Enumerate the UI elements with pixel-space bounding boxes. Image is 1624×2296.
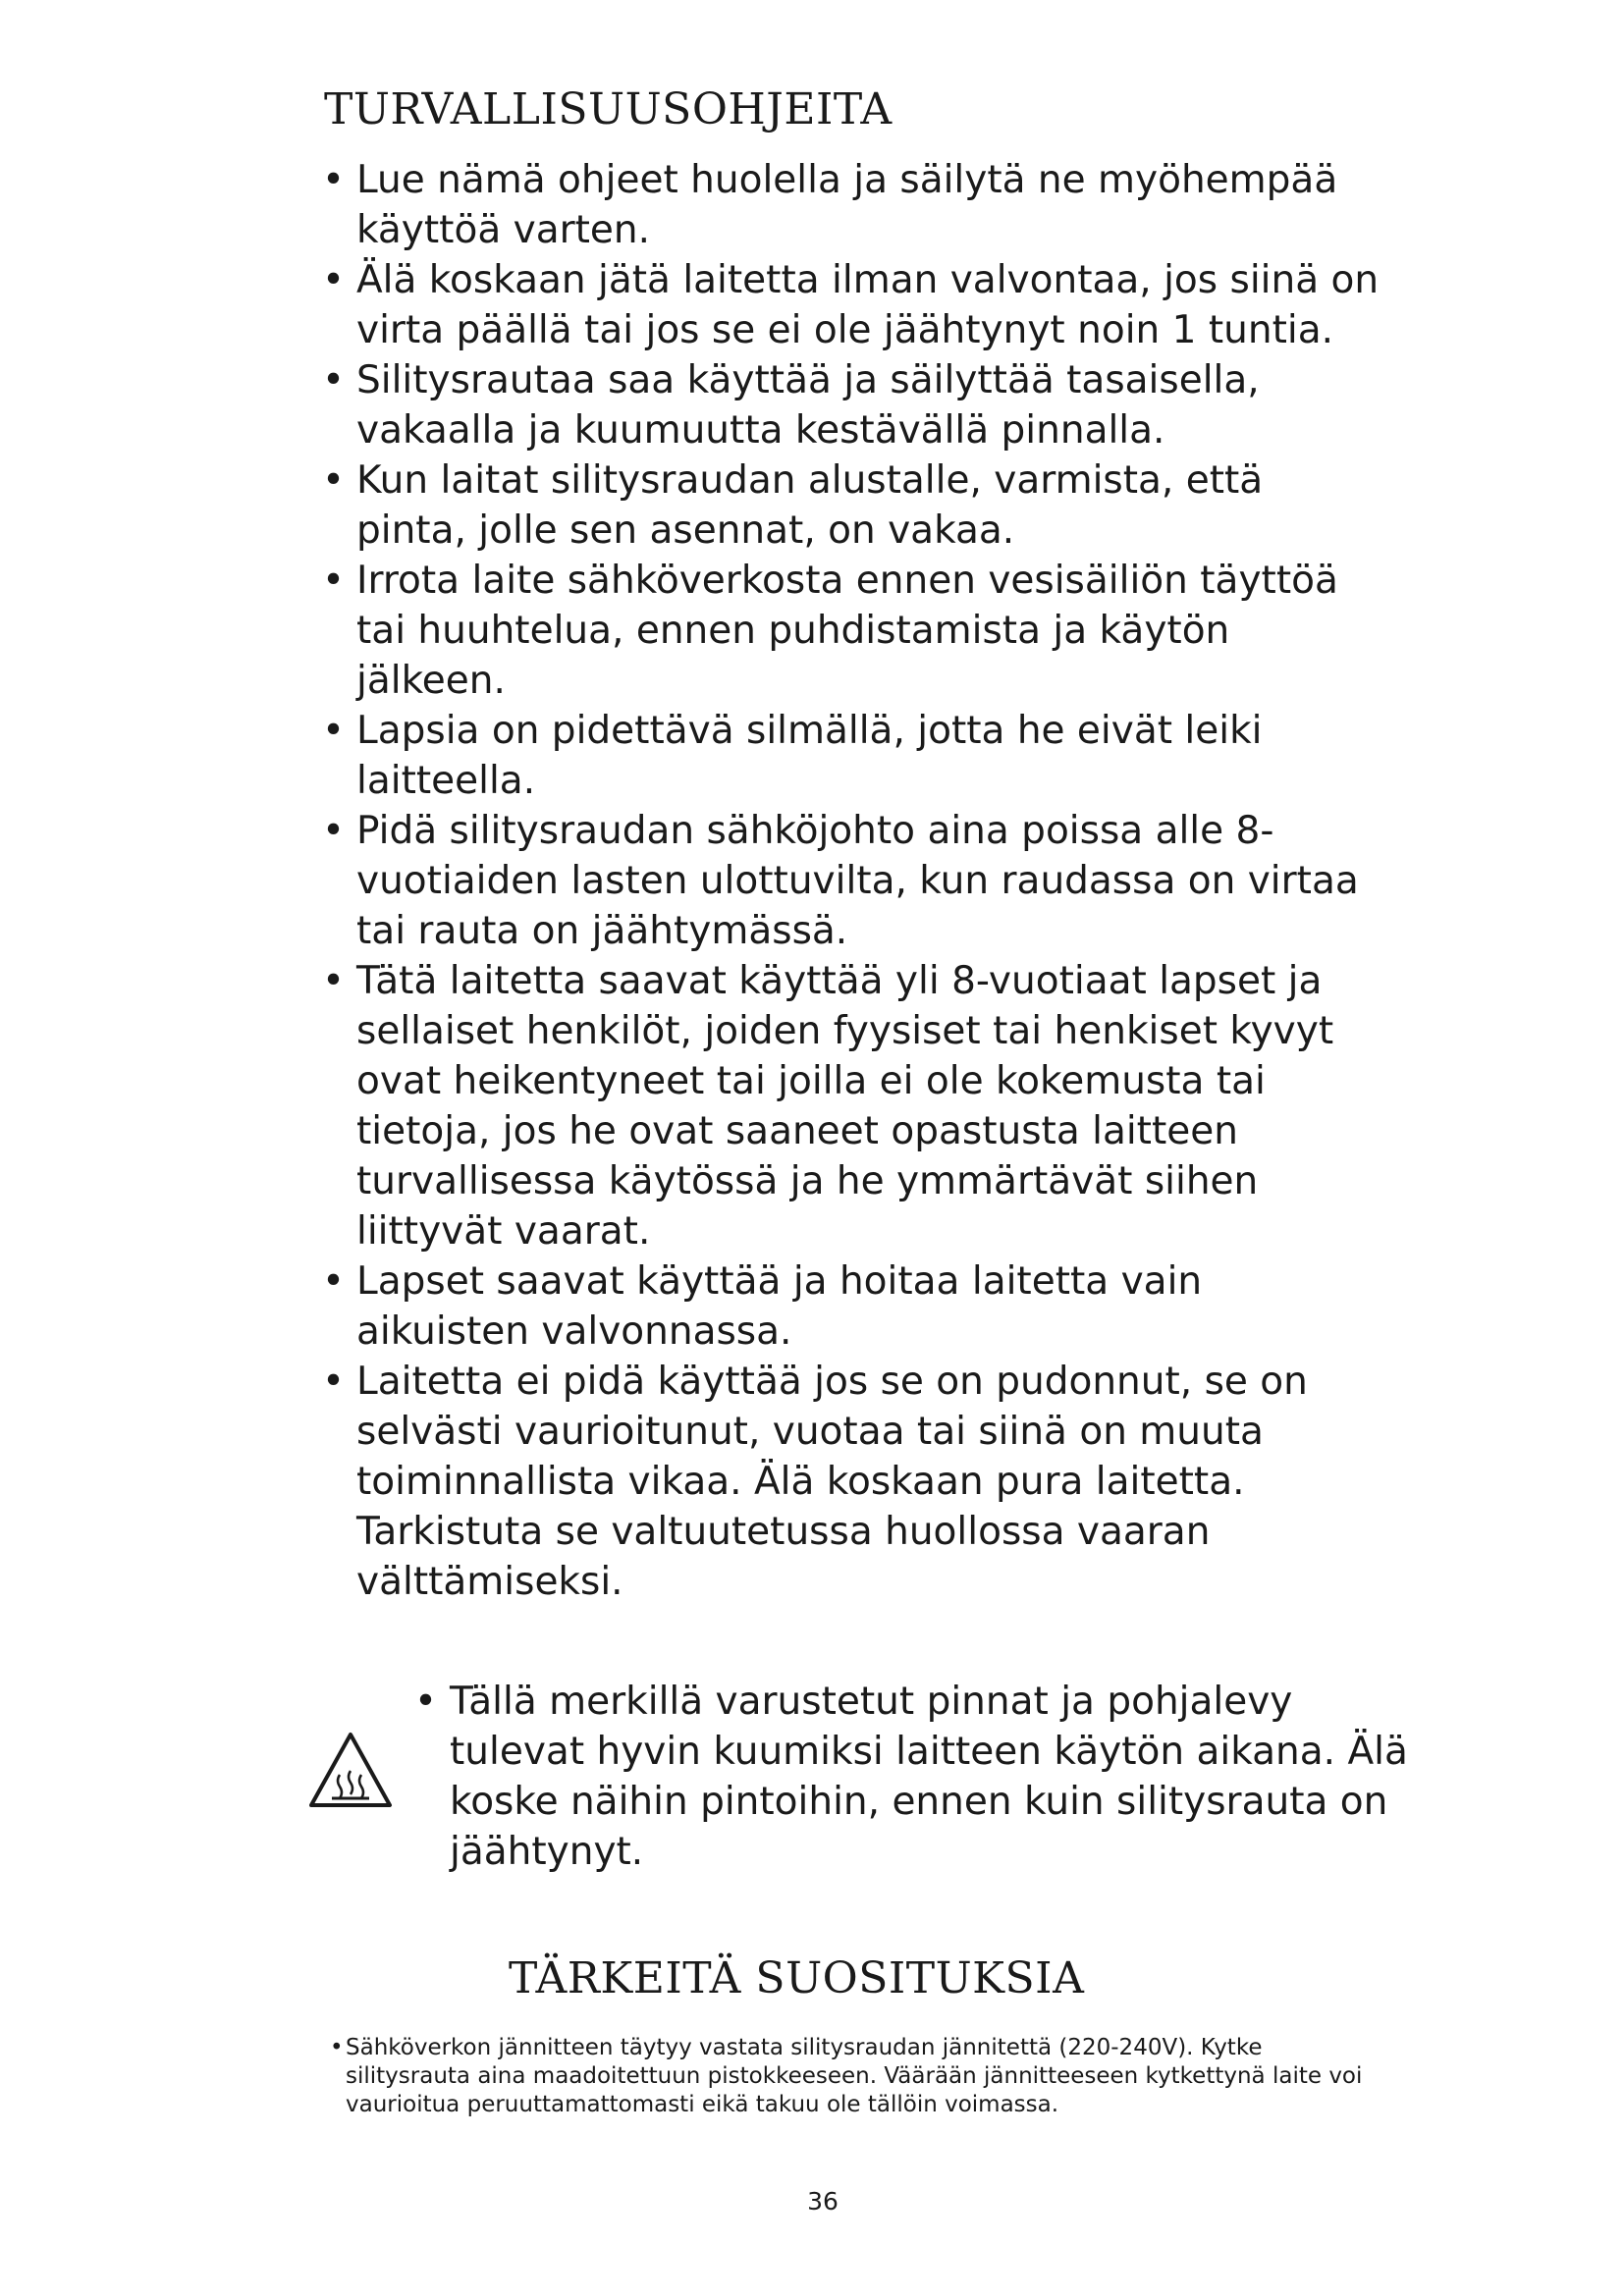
- list-item: [314, 706, 1384, 806]
- safety-item-text: Lapsia on pidettävä silmällä, jotta he eivät leiki laitteella.: [356, 709, 1263, 803]
- list-item: [314, 355, 1384, 455]
- safety-item-text: Pidä silitysraudan sähköjohto aina poissa alle 8-vuotiaiden lasten ulottuvilta, kun raudassa on virtaa tai rauta on jäähtymässä.: [356, 809, 1359, 953]
- bullet-icon: •: [322, 258, 346, 302]
- safety-instructions-heading: TURVALLISUUSOHJEITA: [324, 84, 893, 134]
- bullet-icon: •: [322, 1360, 346, 1404]
- bullet-icon: •: [322, 458, 346, 503]
- bullet-icon: •: [322, 559, 346, 603]
- list-item: [314, 1357, 1384, 1607]
- safety-item-text: Irrota laite sähköverkosta ennen vesisäiliön täyttöä tai huuhtelua, ennen puhdistamista ja käytön jälkeen.: [356, 559, 1338, 703]
- voltage-note-text: Sähköverkon jännitteen täytyy vastata silitysraudan jännitettä (220-240V). Kytke silitysrauta aina maadoitettuun pistokkeeseen. Väärään jännitteeseen kytkettynä laite voi vaurioitua peruuttamattomasti eikä takuu ole tällöin voimassa.: [346, 2035, 1363, 2117]
- safety-item-text: Lue nämä ohjeet huolella ja säilytä ne myöhempää käyttöä varten.: [356, 158, 1338, 252]
- list-item: [314, 155, 1384, 255]
- hot-surface-warning-text: [414, 1677, 1417, 1877]
- bullet-icon: •: [330, 2035, 344, 2060]
- safety-item-text: Kun laitat silitysraudan alustalle, varmista, että pinta, jolle sen asennat, on vakaa.: [356, 458, 1264, 553]
- bullet-icon: •: [322, 959, 346, 1003]
- list-item: [314, 455, 1384, 556]
- safety-item-text: Lapset saavat käyttää ja hoitaa laitetta vain aikuisten valvonnassa.: [356, 1259, 1203, 1354]
- list-item: [314, 806, 1384, 956]
- list-item: [314, 556, 1384, 706]
- bullet-icon: •: [322, 158, 346, 202]
- voltage-note: [330, 2034, 1386, 2119]
- warning-text: Tällä merkillä varustetut pinnat ja pohjalevy tulevat hyvin kuumiksi laitteen käytön aikana. Älä koske näihin pintoihin, ennen kuin silitysrauta on jäähtynyt.: [450, 1680, 1408, 1874]
- bullet-icon: •: [322, 358, 346, 402]
- hot-surface-warning: [308, 1677, 1408, 1942]
- bullet-icon: •: [322, 1259, 346, 1304]
- bullet-icon: •: [322, 709, 346, 753]
- list-item: [314, 255, 1384, 355]
- recommendations-heading: TÄRKEITÄ SUOSITUKSIA: [509, 1953, 1085, 2003]
- bullet-icon: •: [414, 1680, 438, 1724]
- safety-item-text: Silitysrautaa saa käyttää ja säilyttää tasaisella, vakaalla ja kuumuutta kestävällä pinnalla.: [356, 358, 1260, 453]
- safety-item-text: Laitetta ei pidä käyttää jos se on pudonnut, se on selvästi vaurioitunut, vuotaa tai siinä on muuta toiminnallista vikaa. Älä koskaan pura laitetta. Tarkistuta se valtuutetussa huollossa vaaran välttämiseksi.: [356, 1360, 1308, 1604]
- list-item: [314, 956, 1384, 1256]
- safety-item-text: Tätä laitetta saavat käyttää yli 8-vuotiaat lapset ja sellaiset henkilöt, joiden fyysiset tai henkiset kyvyt ovat heikentyneet tai joilla ei ole kokemusta tai tietoja, jos he ovat saaneet opastusta laitteen turvallisessa käytössä ja he ymmärtävät siihen liittyvät vaarat.: [356, 959, 1334, 1254]
- list-item: [314, 1256, 1384, 1357]
- safety-item-text: Älä koskaan jätä laitetta ilman valvontaa, jos siinä on virta päällä tai jos se ei ole jäähtynyt noin 1 tuntia.: [356, 258, 1380, 352]
- page-number: 36: [807, 2187, 839, 2216]
- safety-instructions-list: [314, 155, 1384, 1607]
- hot-surface-warning-icon: [308, 1732, 393, 1808]
- bullet-icon: •: [322, 809, 346, 853]
